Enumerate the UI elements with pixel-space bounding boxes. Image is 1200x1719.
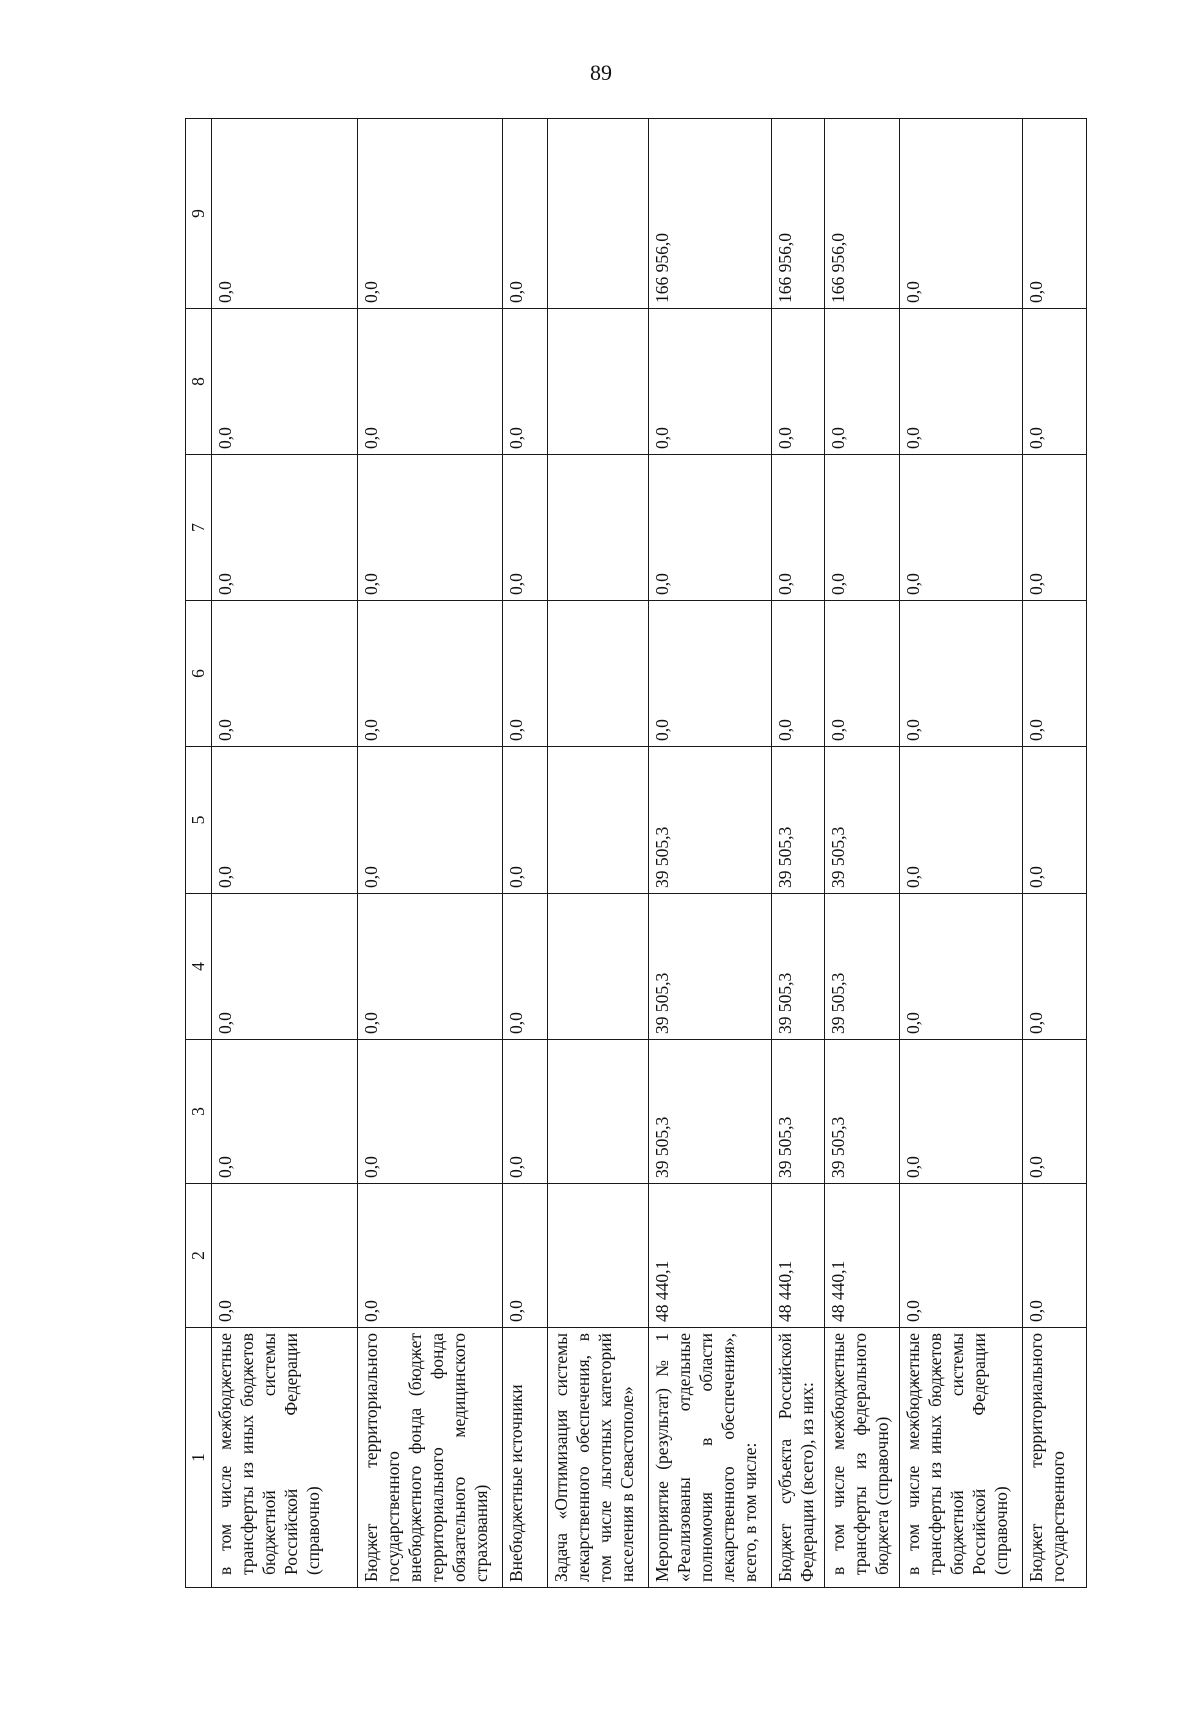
table-cell: 0,0 bbox=[503, 601, 547, 747]
table-cell: 0,0 bbox=[503, 455, 547, 601]
table-cell: 0,0 bbox=[771, 309, 824, 455]
table-cell: 48 440,1 bbox=[824, 1184, 899, 1328]
table-cell bbox=[547, 309, 649, 455]
row-label: Бюджет территориального государственного внебюджетного фонда (бюджет территориального фонда обязательного медицинского страхования) bbox=[358, 1328, 503, 1588]
table-row bbox=[649, 119, 772, 1588]
column-header: 8 bbox=[186, 309, 212, 455]
table-cell bbox=[547, 119, 649, 309]
table-cell: 0,0 bbox=[899, 309, 1023, 455]
row-label: Задача «Оптимизация системы лекарственного обеспечения, в том числе льготных категорий населения в Севастополе» bbox=[547, 1328, 649, 1588]
table-cell: 39 505,3 bbox=[824, 894, 899, 1040]
table-cell: 39 505,3 bbox=[824, 1040, 899, 1184]
table-cell: 0,0 bbox=[899, 894, 1023, 1040]
table-row bbox=[899, 119, 1023, 1588]
column-header: 7 bbox=[186, 455, 212, 601]
table-cell: 166 956,0 bbox=[649, 119, 772, 309]
table-cell: 0,0 bbox=[771, 601, 824, 747]
table-cell: 0,0 bbox=[1023, 747, 1087, 894]
table-body bbox=[186, 119, 1087, 1588]
table-cell: 0,0 bbox=[358, 455, 503, 601]
table-cell: 39 505,3 bbox=[649, 1040, 772, 1184]
table-cell: 0,0 bbox=[212, 1184, 358, 1328]
table-cell bbox=[547, 894, 649, 1040]
table-cell: 0,0 bbox=[899, 747, 1023, 894]
budget-table bbox=[185, 118, 1087, 1588]
table-cell bbox=[547, 1184, 649, 1328]
table-cell: 0,0 bbox=[824, 309, 899, 455]
table-cell: 39 505,3 bbox=[771, 1040, 824, 1184]
table-cell: 0,0 bbox=[1023, 119, 1087, 309]
table-cell: 39 505,3 bbox=[771, 894, 824, 1040]
column-header: 6 bbox=[186, 601, 212, 747]
table-cell: 0,0 bbox=[899, 601, 1023, 747]
column-header: 5 bbox=[186, 747, 212, 894]
table-cell: 0,0 bbox=[358, 1040, 503, 1184]
table-cell: 48 440,1 bbox=[771, 1184, 824, 1328]
table-cell: 0,0 bbox=[1023, 1184, 1087, 1328]
table-cell: 39 505,3 bbox=[649, 894, 772, 1040]
row-label: Мероприятие (результат) № 1 «Реализованы отдельные полномочия в области лекарственного обеспечения», всего, в том числе: bbox=[649, 1328, 772, 1588]
row-label: Бюджет субъекта Российской Федерации (всего), из них: bbox=[771, 1328, 824, 1588]
table-cell: 0,0 bbox=[212, 747, 358, 894]
row-label: в том числе межбюджетные трансферты из иных бюджетов бюджетной системы Российской Федерации (справочно) bbox=[212, 1328, 358, 1588]
table-cell: 0,0 bbox=[212, 1040, 358, 1184]
table-cell: 0,0 bbox=[358, 894, 503, 1040]
page-number: 89 bbox=[590, 60, 612, 85]
table-cell: 0,0 bbox=[503, 1040, 547, 1184]
table-cell: 0,0 bbox=[212, 309, 358, 455]
table-cell bbox=[547, 455, 649, 601]
row-label: Внебюджетные источники bbox=[503, 1328, 547, 1588]
column-header: 1 bbox=[186, 1328, 212, 1588]
table-cell: 0,0 bbox=[503, 309, 547, 455]
table-cell bbox=[547, 747, 649, 894]
table-cell: 0,0 bbox=[503, 119, 547, 309]
table-cell: 0,0 bbox=[1023, 601, 1087, 747]
table-cell: 0,0 bbox=[1023, 894, 1087, 1040]
header-row bbox=[186, 119, 212, 1588]
table-row bbox=[358, 119, 503, 1588]
table-cell: 0,0 bbox=[503, 894, 547, 1040]
table-cell: 0,0 bbox=[899, 119, 1023, 309]
table-cell: 0,0 bbox=[212, 455, 358, 601]
rotated-table-wrapper bbox=[185, 119, 1087, 1588]
table-cell: 166 956,0 bbox=[824, 119, 899, 309]
table-cell: 0,0 bbox=[1023, 455, 1087, 601]
table-cell: 39 505,3 bbox=[771, 747, 824, 894]
table-row bbox=[1023, 119, 1087, 1588]
table-cell: 0,0 bbox=[358, 119, 503, 309]
column-header: 3 bbox=[186, 1040, 212, 1184]
table-cell: 0,0 bbox=[649, 455, 772, 601]
table-cell: 0,0 bbox=[358, 601, 503, 747]
table-cell: 0,0 bbox=[503, 1184, 547, 1328]
column-header: 2 bbox=[186, 1184, 212, 1328]
table-cell: 166 956,0 bbox=[771, 119, 824, 309]
table-cell: 0,0 bbox=[212, 894, 358, 1040]
table-row bbox=[503, 119, 547, 1588]
table-cell: 0,0 bbox=[1023, 1040, 1087, 1184]
table-cell: 0,0 bbox=[649, 309, 772, 455]
table-cell: 0,0 bbox=[899, 1040, 1023, 1184]
table-cell: 0,0 bbox=[824, 601, 899, 747]
table-cell: 0,0 bbox=[212, 119, 358, 309]
table-cell bbox=[547, 1040, 649, 1184]
table-cell: 0,0 bbox=[649, 601, 772, 747]
column-header: 4 bbox=[186, 894, 212, 1040]
table-row bbox=[771, 119, 824, 1588]
table-cell: 0,0 bbox=[899, 455, 1023, 601]
table-cell: 0,0 bbox=[358, 1184, 503, 1328]
table-cell: 48 440,1 bbox=[649, 1184, 772, 1328]
table-cell: 0,0 bbox=[358, 309, 503, 455]
table-cell: 39 505,3 bbox=[824, 747, 899, 894]
table-cell: 0,0 bbox=[212, 601, 358, 747]
row-label: в том числе межбюджетные трансферты из федерального бюджета (справочно) bbox=[824, 1328, 899, 1588]
table-cell: 0,0 bbox=[899, 1184, 1023, 1328]
table-cell bbox=[547, 601, 649, 747]
table-row bbox=[547, 119, 649, 1588]
row-label: Бюджет территориального государственного bbox=[1023, 1328, 1087, 1588]
table-cell: 39 505,3 bbox=[649, 747, 772, 894]
row-label: в том числе межбюджетные трансферты из иных бюджетов бюджетной системы Российской Федерации (справочно) bbox=[899, 1328, 1023, 1588]
table-row bbox=[212, 119, 358, 1588]
table-cell: 0,0 bbox=[1023, 309, 1087, 455]
table-cell: 0,0 bbox=[771, 455, 824, 601]
column-header: 9 bbox=[186, 119, 212, 309]
table-cell: 0,0 bbox=[358, 747, 503, 894]
table-row bbox=[824, 119, 899, 1588]
table-cell: 0,0 bbox=[503, 747, 547, 894]
table-cell: 0,0 bbox=[824, 455, 899, 601]
